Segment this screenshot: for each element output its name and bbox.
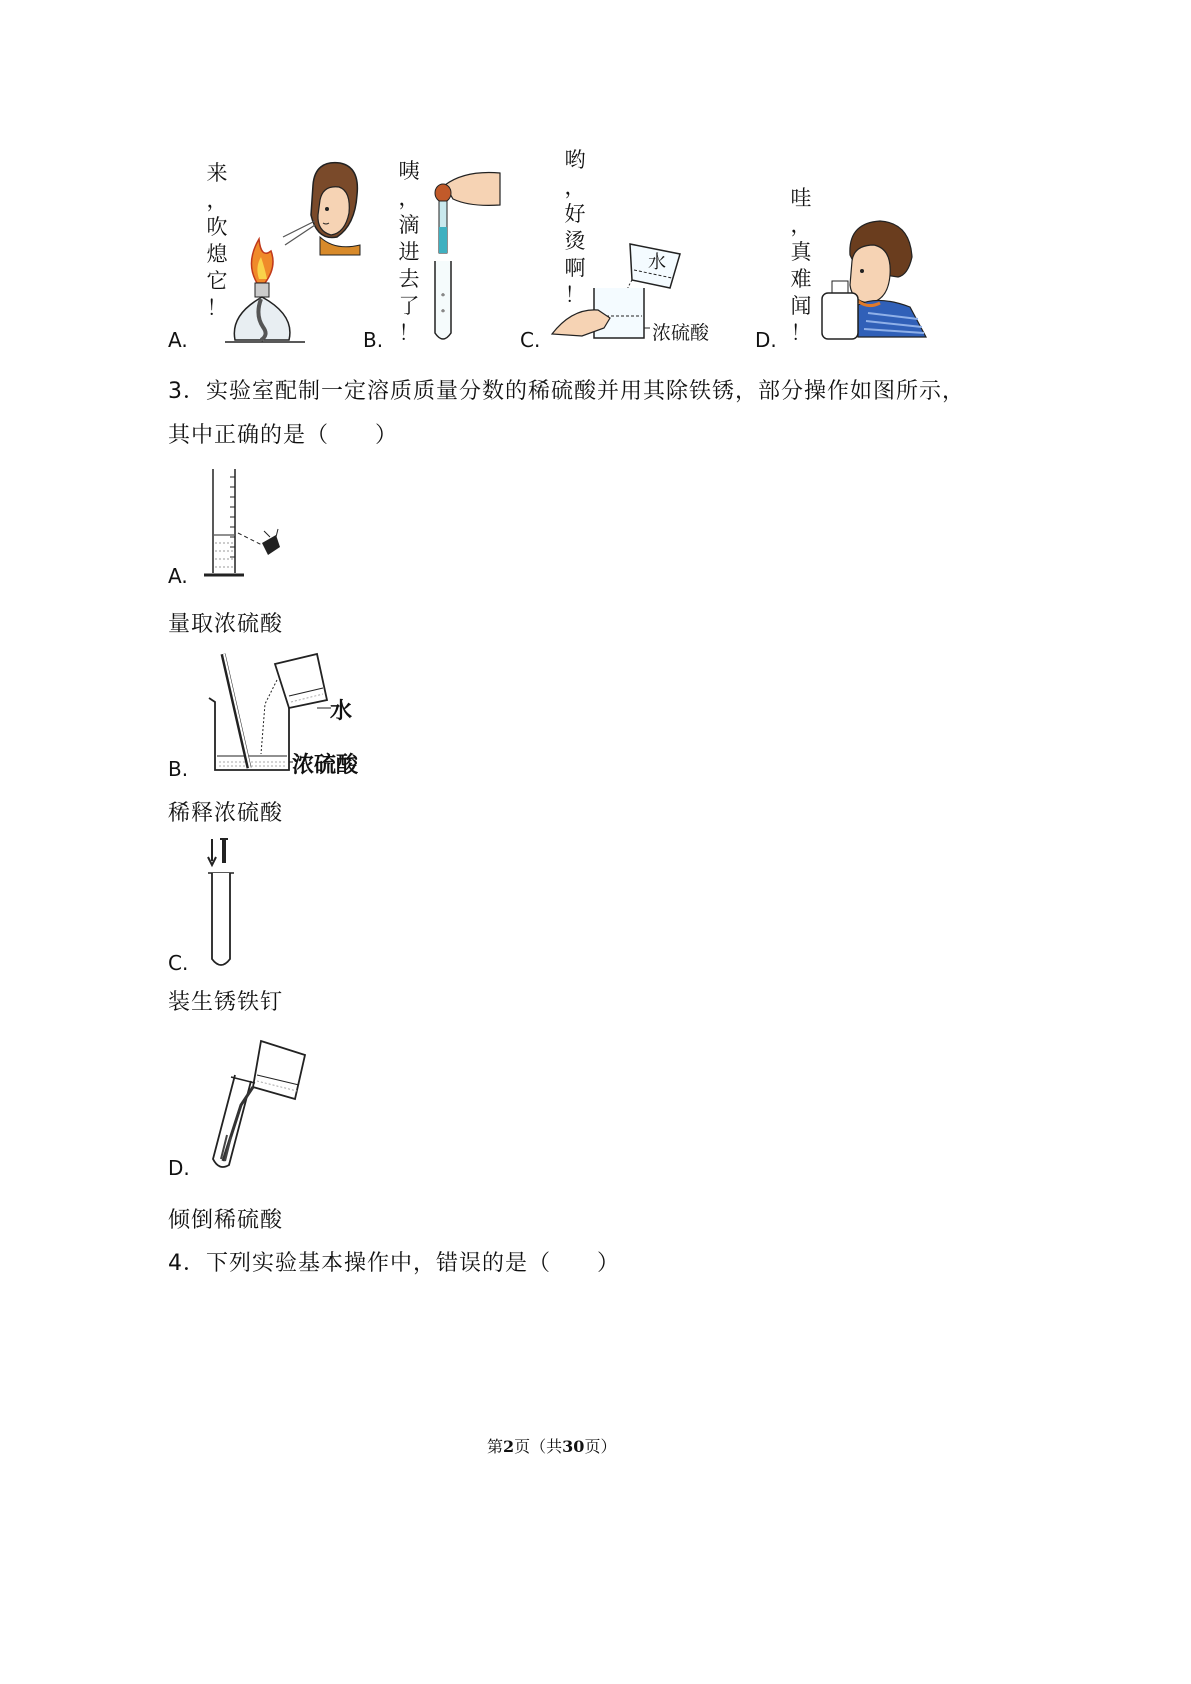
q3-option-b-label-water: 水 — [330, 699, 353, 724]
q2-option-b-letter: B. — [363, 328, 384, 352]
q4-question-line-1: 4．下列实验基本操作中，错误的是（ ） — [168, 1251, 620, 1276]
footer-prefix: 第 — [487, 1437, 504, 1456]
q3-option-d-figure — [205, 1035, 320, 1175]
footer-page-number: 2 — [503, 1437, 515, 1456]
footer-suffix: 页） — [584, 1437, 617, 1456]
q3-question-line-2: 其中正确的是（ ） — [168, 423, 399, 448]
q2-option-d-letter: D. — [755, 328, 777, 352]
q3-option-b-letter: B. — [168, 757, 189, 781]
q3-option-c-caption: 装生锈铁钉 — [168, 990, 284, 1015]
q2-option-a-figure — [225, 155, 375, 355]
q2-option-b-speech: 咦 ， 滴 进 去 了 ！ — [398, 159, 420, 345]
q3-option-c-letter: C. — [168, 951, 189, 975]
q2-option-c-label-acid: 浓硫酸 — [652, 322, 710, 344]
q2-option-c-letter: C. — [520, 328, 541, 352]
q2-option-d-speech: 哇 ， 真 难 闻 ！ — [790, 186, 812, 345]
q3-option-c-figure — [202, 835, 242, 970]
q2-option-d-figure — [818, 215, 928, 345]
q3-option-d-letter: D. — [168, 1156, 190, 1180]
q3-option-d-caption: 倾倒稀硫酸 — [168, 1208, 284, 1233]
q3-option-b-label-acid: 浓硫酸 — [292, 753, 359, 778]
q3-question-line-1: 3．实验室配制一定溶质质量分数的稀硫酸并用其除铁锈，部分操作如图所示， — [168, 379, 965, 404]
q2-option-a-letter: A. — [168, 328, 188, 352]
q2-option-c-label-water: 水 — [648, 252, 666, 273]
q3-option-a-letter: A. — [168, 564, 188, 588]
footer-total-pages: 30 — [562, 1437, 585, 1456]
q3-option-a-figure — [200, 465, 295, 585]
q2-option-b-figure — [425, 165, 515, 350]
page-footer — [487, 1434, 616, 1457]
q3-option-a-caption: 量取浓硫酸 — [168, 612, 284, 637]
footer-mid: 页（共 — [514, 1437, 563, 1456]
q3-option-b-caption: 稀释浓硫酸 — [168, 801, 284, 826]
q2-option-c-speech: 哟 ， 好 烫 啊 ！ — [564, 148, 586, 307]
q2-option-a-speech: 来 ， 吹 熄 它 ！ — [206, 161, 228, 320]
